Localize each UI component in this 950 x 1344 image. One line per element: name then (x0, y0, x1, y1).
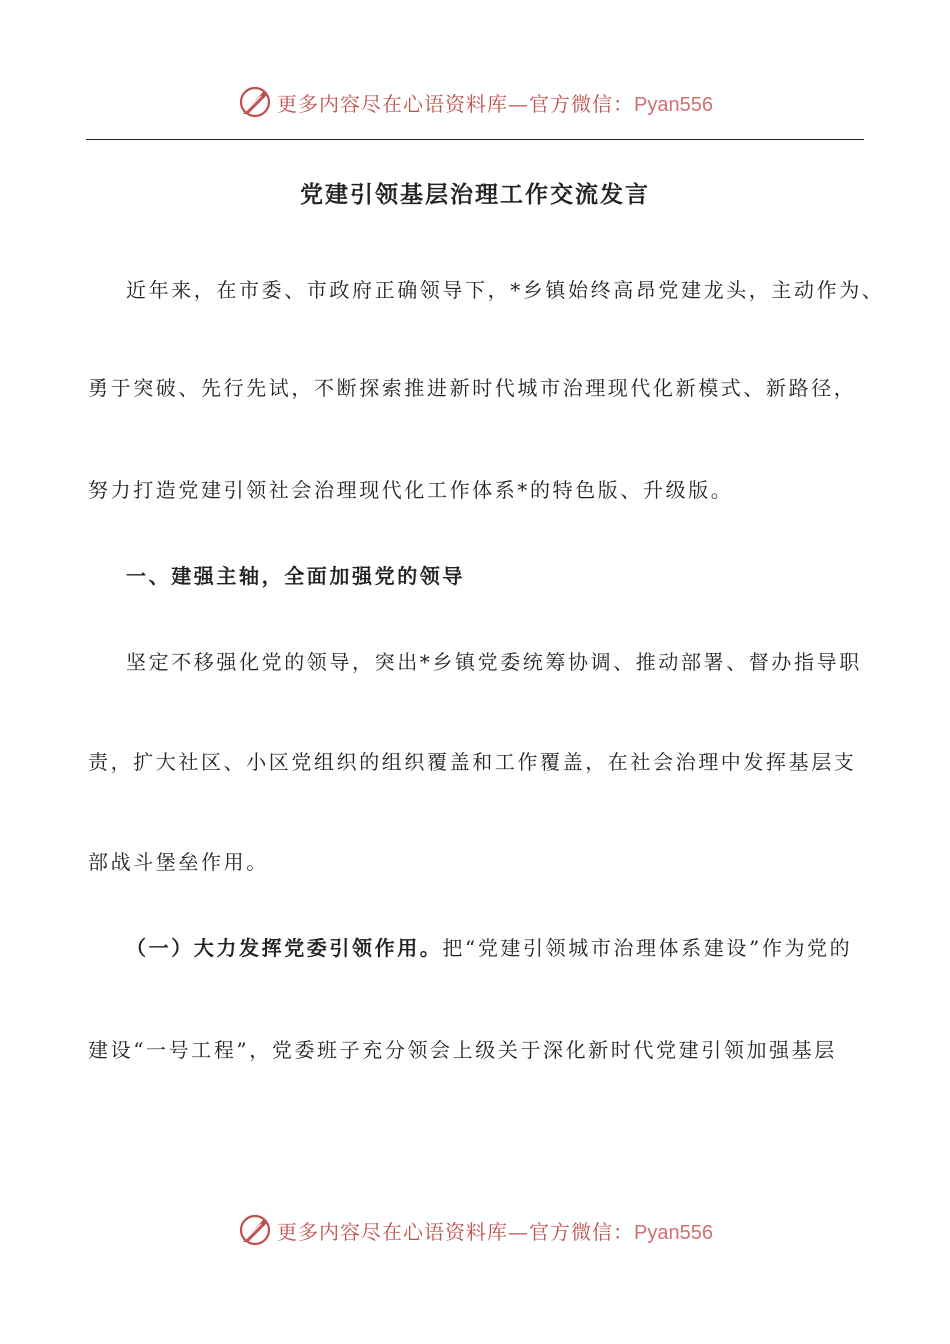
subsection-1-heading: （一）大力发挥党委引领作用。 (126, 936, 443, 960)
document-title: 党建引领基层治理工作交流发言 (300, 181, 650, 208)
intro-line-2: 勇于突破、先行先试，不断探索推进新时代城市治理现代化新模式、新路径， (88, 376, 857, 400)
section-1-line-1: 坚定不移强化党的领导，突出*乡镇党委统筹协调、推动部署、督办指导职 (126, 650, 862, 674)
subsection-1-text: 把“党建引领城市治理体系建设”作为党的 (442, 936, 853, 960)
header-divider (86, 139, 864, 140)
subsection-1-line-2: 建设“一号工程”，党委班子充分领会上级关于深化新时代党建引领加强基层 (88, 1038, 837, 1062)
quill-pen-logo-icon (237, 84, 273, 120)
section-1-line-3: 部战斗堡垒作用。 (88, 850, 269, 874)
footer-banner (0, 1208, 950, 1252)
banner-text: 更多内容尽在心语资料库—官方微信：Pyan556 (277, 91, 713, 116)
section-1-line-2: 责，扩大社区、小区党组织的组织覆盖和工作覆盖，在社会治理中发挥基层支 (88, 750, 857, 774)
section-1-heading: 一、建强主轴，全面加强党的领导 (126, 564, 465, 588)
quill-pen-logo-icon (237, 1212, 273, 1248)
banner-text: 更多内容尽在心语资料库—官方微信：Pyan556 (277, 1219, 713, 1244)
subsection-1-line-1 (126, 932, 852, 961)
wechat-id: Pyan556 (634, 93, 713, 116)
header-banner (0, 80, 950, 124)
wechat-id: Pyan556 (634, 1221, 713, 1244)
intro-line-3: 努力打造党建引领社会治理现代化工作体系*的特色版、升级版。 (88, 478, 734, 502)
intro-line-1: 近年来，在市委、市政府正确领导下，*乡镇始终高昂党建龙头，主动作为、 (126, 278, 885, 302)
